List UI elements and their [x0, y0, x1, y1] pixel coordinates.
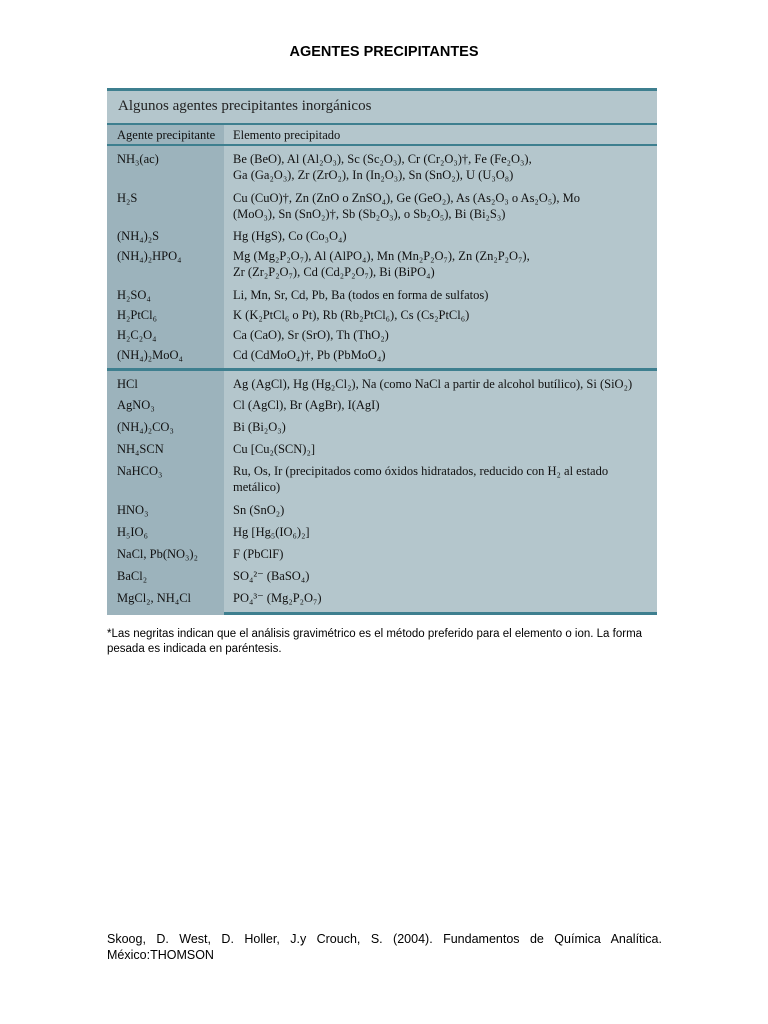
element-line: Li, Mn, Sr, Cd, Pb, Ba (todos en forma de sulfatos): [233, 288, 489, 302]
element-line: Hg [Hg₅(IO₆)₂]: [233, 525, 310, 539]
agent-cell: MgCl₂, NH₄Cl: [117, 591, 192, 605]
agent-cell: (NH₄)₂MoO₄: [117, 348, 183, 362]
element-line: Sn (SnO₂): [233, 503, 285, 517]
element-line: Cu [Cu₂(SCN)₂]: [233, 442, 315, 456]
element-line: Zr (Zr₂P₂O₇), Cd (Cd₂P₂O₇), Bi (BiPO₄): [233, 265, 435, 279]
element-line: Ru, Os, Ir (precipitados como óxidos hidratados, reducido con H₂ al estado: [233, 464, 609, 478]
element-line: metálico): [233, 480, 281, 494]
element-line: Cu (CuO)†, Zn (ZnO o ZnSO₄), Ge (GeO₂), As (As₂O₃ o As₂O₅), Mo: [233, 191, 580, 205]
element-cell: [233, 568, 651, 584]
agent-cell: (NH₄)₂HPO₄: [117, 249, 182, 263]
element-cell: [233, 347, 651, 363]
element-line: Cl (AgCl), Br (AgBr), I(AgI): [233, 398, 380, 412]
table-header-row: [107, 123, 657, 146]
element-cell: [233, 441, 651, 457]
document-title: AGENTES PRECIPITANTES: [289, 44, 479, 60]
table-caption: Algunos agentes precipitantes inorgánicos: [118, 98, 372, 114]
agent-cell: (NH₄)₂CO₃: [117, 420, 174, 434]
element-cell: [233, 524, 651, 540]
bibliographic-reference: Skoog, D. West, D. Holler, J.y Crouch, S. (2004). Fundamentos de Química Analítica. México:THOMSON: [107, 932, 662, 962]
section-divider: [107, 368, 657, 371]
footnote: *Las negritas indican que el análisis gravimétrico es el método preferido para el elemento o ion. La forma pesada es indicada en paréntesis.: [107, 628, 643, 655]
agent-cell: AgNO₃: [117, 398, 155, 412]
element-line: Hg (HgS), Co (Co₃O₄): [233, 229, 347, 243]
element-cell: [233, 287, 651, 303]
element-line: SO₄²⁻ (BaSO₄): [233, 569, 310, 583]
element-cell: [233, 590, 651, 606]
element-cell: [233, 546, 651, 562]
element-cell: [233, 307, 651, 323]
header-agent: Agente precipitante: [117, 128, 216, 142]
agent-cell: H₅IO₆: [117, 525, 148, 539]
element-cell: [233, 190, 651, 222]
element-cell: [233, 376, 651, 392]
element-line: (MoO₃), Sn (SnO₂)†, Sb (Sb₂O₃), o Sb₂O₅), Bi (Bi₂S₃): [233, 207, 506, 221]
element-cell: [233, 228, 651, 244]
precipitating-agents-table: [107, 88, 657, 615]
agent-cell: H₂S: [117, 191, 138, 205]
element-line: Be (BeO), Al (Al₂O₃), Sc (Sc₂O₃), Cr (Cr₂O₃)†, Fe (Fe₂O₃),: [233, 152, 532, 166]
element-line: Ga (Ga₂O₃), Zr (ZrO₂), In (In₂O₃), Sn (SnO₂), U (U₃O₈): [233, 168, 514, 182]
element-cell: [233, 327, 651, 343]
element-line: Bi (Bi₂O₃): [233, 420, 286, 434]
header-element: Elemento precipitado: [233, 128, 341, 142]
element-cell: [233, 397, 651, 413]
agent-cell: NH₃(ac): [117, 152, 159, 166]
agent-cell: H₂SO₄: [117, 288, 151, 302]
agent-cell: NH₄SCN: [117, 442, 164, 456]
element-line: Mg (Mg₂P₂O₇), Al (AlPO₄), Mn (Mn₂P₂O₇), Zn (Zn₂P₂O₇),: [233, 249, 530, 263]
element-cell: [233, 419, 651, 435]
element-line: K (K₂PtCl₆ o Pt), Rb (Rb₂PtCl₆), Cs (Cs₂PtCl₆): [233, 308, 470, 322]
element-line: Ag (AgCl), Hg (Hg₂Cl₂), Na (como NaCl a partir de alcohol butílico), Si (SiO₂): [233, 377, 633, 391]
element-cell: [233, 502, 651, 518]
agent-cell: HNO₃: [117, 503, 149, 517]
agent-cell: H₂PtCl₆: [117, 308, 157, 322]
element-line: F (PbClF): [233, 547, 284, 561]
agent-cell: (NH₄)₂S: [117, 229, 160, 243]
agent-cell: HCl: [117, 377, 138, 391]
element-cell: [233, 151, 651, 183]
agent-cell: H₂C₂O₄: [117, 328, 157, 342]
agent-cell: BaCl₂: [117, 569, 148, 583]
agent-cell: NaHCO₃: [117, 464, 163, 478]
element-cell: [233, 248, 651, 280]
element-cell: [233, 463, 651, 495]
element-line: Cd (CdMoO₄)†, Pb (PbMoO₄): [233, 348, 386, 362]
element-line: Ca (CaO), Sr (SrO), Th (ThO₂): [233, 328, 389, 342]
agent-cell: NaCl, Pb(NO₃)₂: [117, 547, 198, 561]
element-line: PO₄³⁻ (Mg₂P₂O₇): [233, 591, 322, 605]
